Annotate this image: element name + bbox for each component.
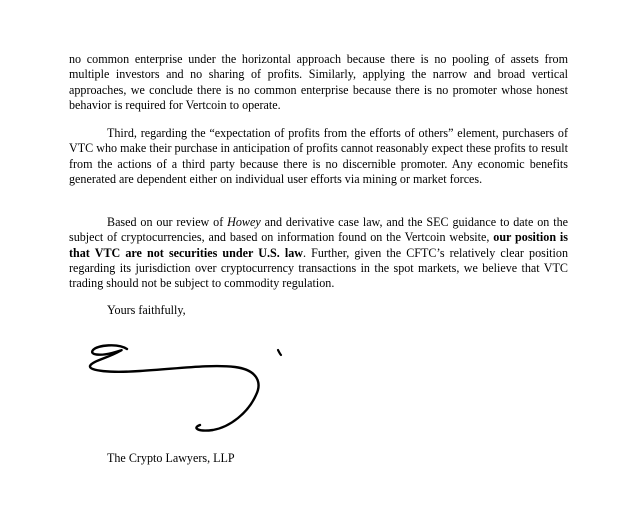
paragraph-expectation-of-profits-text: Third, regarding the “expectation of profits from the efforts of others” element, purchasers of VTC who make their purchase in anticipation of profits cannot reasonably expect these profits to result from the actions of a third party because there is no discernible promoter. Any economic benefits generated are dependent either on individual user efforts via mining or market forces. (69, 126, 568, 186)
paragraph-common-enterprise (69, 52, 568, 113)
signatory-firm-name: The Crypto Lawyers, LLP (107, 451, 235, 465)
conclusion-middle-text: and derivative case law, and the SEC guidance to date on the subject of cryptocurrencies, and based on information found on the Vertcoin website, (69, 215, 568, 245)
paragraph-common-enterprise-text: no common enterprise under the horizontal approach because there is no pooling of assets from multiple investors and no sharing of profits. Similarly, applying the narrow and broad vertical approaches, we conclude there is no common enterprise because there is no promoter whose honest behavior is required for Vertcoin to operate. (69, 52, 568, 112)
paragraph-conclusion (69, 215, 568, 291)
handwritten-signature (80, 335, 300, 435)
conclusion-tail-text: . Further, given the CFTC’s relatively clear position regarding its jurisdiction over cryptocurrency transactions in the spot markets, we believe that VTC trading should not be subject to commodity regulation. (69, 245, 568, 291)
conclusion-lead-text: Based on our review of (107, 215, 228, 229)
signature-stroke-dot (278, 350, 281, 355)
signature-stroke-main (90, 345, 259, 430)
howey-case-name: Howey (227, 215, 261, 229)
closing-salutation: Yours faithfully, (107, 303, 186, 317)
paragraph-expectation-of-profits (69, 126, 568, 187)
conclusion-position-statement: our position is that VTC are not securities under U.S. law (69, 230, 568, 260)
